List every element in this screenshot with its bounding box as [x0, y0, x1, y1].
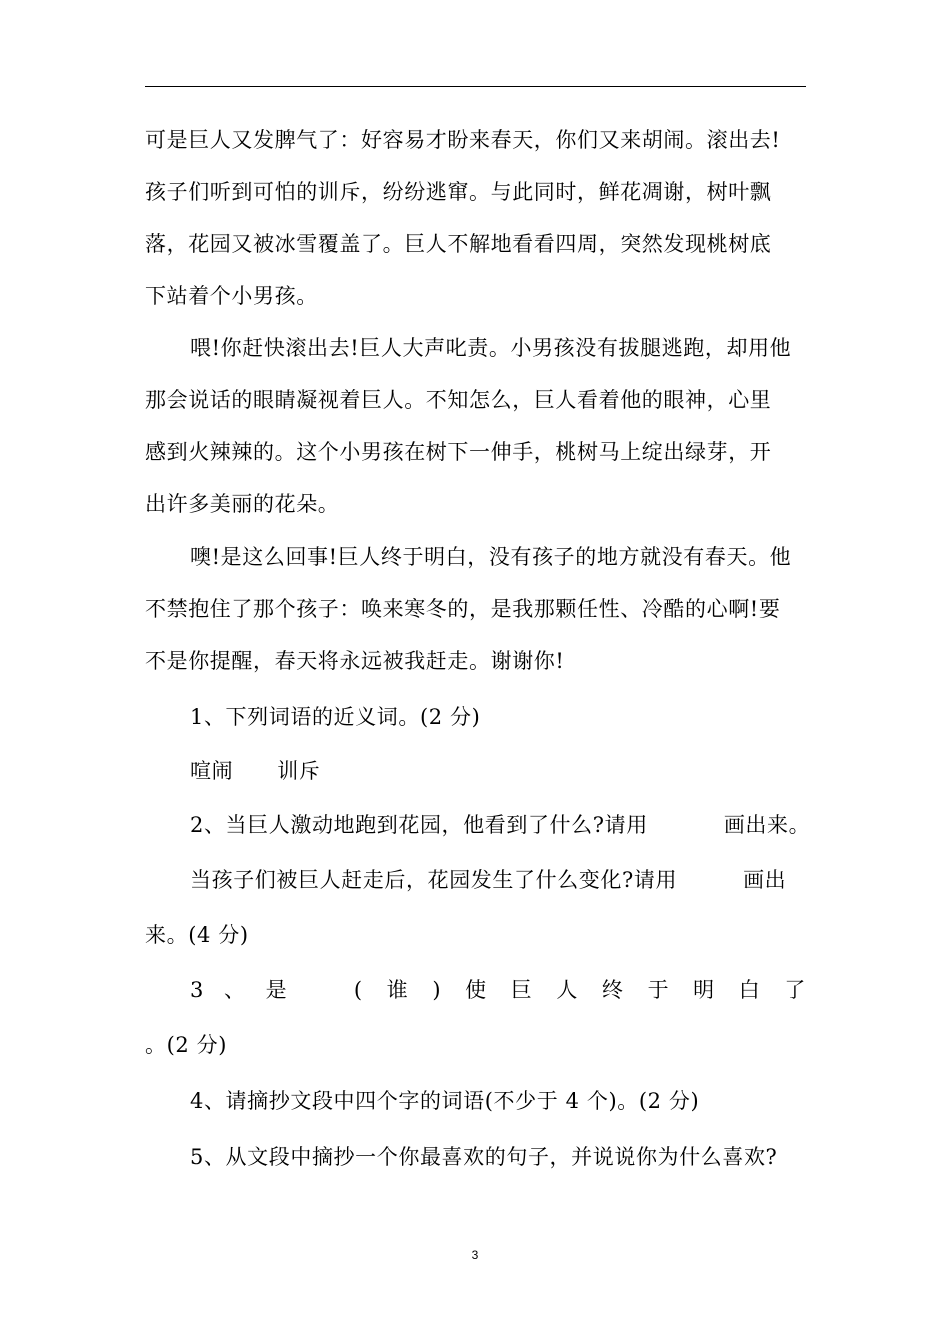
question-2-line-3: 来。(4 分): [145, 923, 249, 947]
question-2-line-1: 2、当巨人激动地跑到花园，他看到了什么?请用 画出来。: [190, 813, 811, 837]
question-3-line-2: 。(2 分): [145, 1033, 228, 1057]
word-xunchi: 训斥: [277, 759, 321, 783]
q3-right: ( 谁 ) 使 巨 人 终 于 明 白 了: [353, 978, 806, 1002]
word-xuannao: 喧闹: [190, 759, 234, 783]
question-3-line-1: [190, 975, 806, 1005]
question-1: 1、下列词语的近义词。(2 分): [190, 705, 481, 729]
question-4: 4、请摘抄文段中四个字的词语(不少于 4 个)。(2 分): [190, 1089, 700, 1113]
paragraph-line: 不禁抱住了那个孩子：唤来寒冬的，是我那颗任性、冷酷的心啊!要: [145, 597, 781, 621]
paragraph-line: 下站着个小男孩。: [145, 284, 318, 308]
header-rule: [145, 86, 806, 87]
paragraph-line: 可是巨人又发脾气了：好容易才盼来春天，你们又来胡闹。滚出去!: [145, 128, 781, 152]
paragraph-line: 出许多美丽的花朵。: [145, 492, 340, 516]
paragraph-line: 落，花园又被冰雪覆盖了。巨人不解地看看四周，突然发现桃树底: [145, 232, 772, 256]
page-number: 3: [471, 1248, 479, 1262]
question-2-line-2: 当孩子们被巨人赶走后，花园发生了什么变化?请用 画出: [190, 868, 787, 892]
paragraph-line: 孩子们听到可怕的训斥，纷纷逃窜。与此同时，鲜花凋谢，树叶飘: [145, 180, 772, 204]
paragraph-line: 不是你提醒，春天将永远被我赶走。谢谢你!: [145, 649, 565, 673]
paragraph-line: 喂!你赶快滚出去!巨人大声叱责。小男孩没有拔腿逃跑，却用他: [190, 336, 792, 360]
paragraph-line: 感到火辣辣的。这个小男孩在树下一伸手，桃树马上绽出绿芽，开: [145, 440, 772, 464]
q3-left: 3 、 是: [190, 978, 288, 1002]
question-1-words: [190, 756, 806, 786]
paragraph-line: 噢!是这么回事!巨人终于明白，没有孩子的地方就没有春天。他: [190, 545, 792, 569]
paragraph-line: 那会说话的眼睛凝视着巨人。不知怎么，巨人看着他的眼神，心里: [145, 388, 772, 412]
question-5: 5、从文段中摘抄一个你最喜欢的句子，并说说你为什么喜欢?: [190, 1145, 778, 1169]
